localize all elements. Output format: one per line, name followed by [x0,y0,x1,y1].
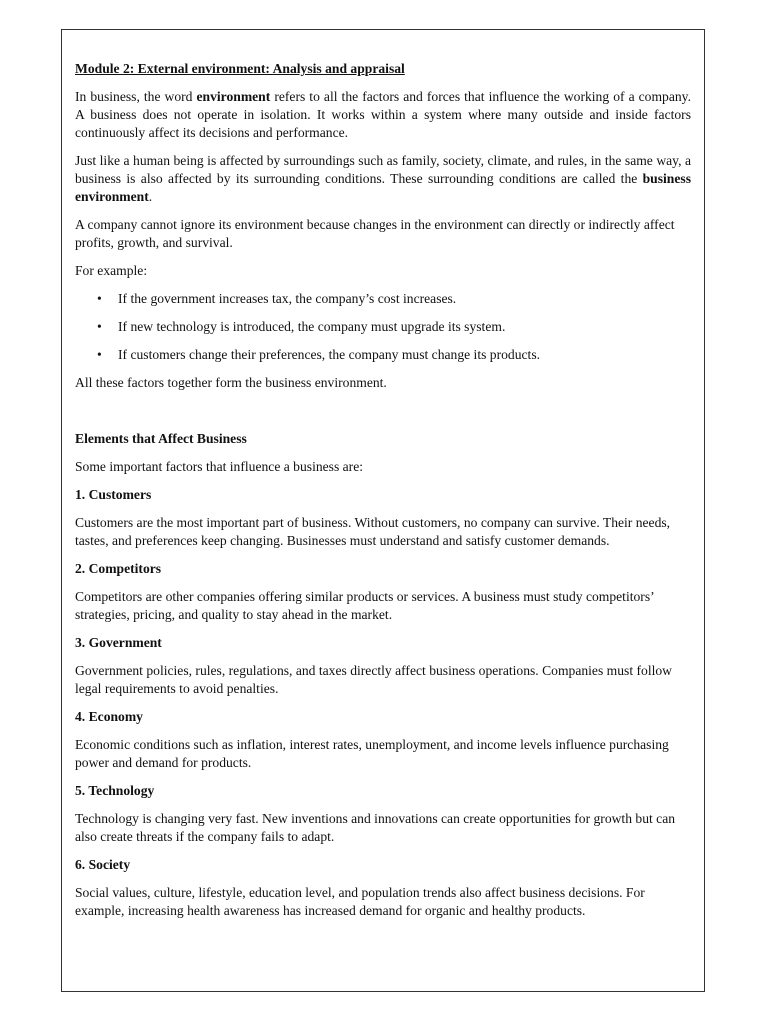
element-text-customers: Customers are the most important part of business. Without customers, no company can survive. Their needs, tastes, and preferences keep changing. Businesses must understand and satisfy customer demands. [75,515,671,548]
list-item-text: If new technology is introduced, the company must upgrade its system. [118,319,506,334]
bullet-icon: • [97,347,102,362]
element-heading-economy: 4. Economy [75,709,143,724]
element-heading-technology: 5. Technology [75,783,155,798]
module-title: Module 2: External environment: Analysis and appraisal [75,61,405,76]
list-item [75,346,691,364]
example-list [75,290,691,364]
intro-p2-end: . [148,189,153,204]
element-heading-customers: 1. Customers [75,487,152,502]
element-heading-society: 6. Society [75,857,131,872]
intro-paragraph-3: A company cannot ignore its environment because changes in the environment can directly or indirectly affect profits, growth, and survival. [75,217,675,250]
element-text-society: Social values, culture, lifestyle, education level, and population trends also affect business decisions. For example, increasing health awareness has increased demand for organic and healthy products. [75,885,645,918]
element-text-competitors: Competitors are other companies offering similar products or services. A business must study competitors’ strategies, pricing, and quality to stay ahead in the market. [75,589,654,622]
element-heading-government: 3. Government [75,635,162,650]
element-text-economy: Economic conditions such as inflation, interest rates, unemployment, and income levels influence purchasing power and demand for products. [75,737,669,770]
term-environment: environment [196,89,271,104]
intro-paragraph-1 [75,88,691,142]
document-body [75,60,691,930]
element-heading-competitors: 2. Competitors [75,561,162,576]
term-business-environment: business environment [75,171,691,204]
list-item [75,318,691,336]
intro-p1-start: In business, the word [75,89,197,104]
intro-closing: All these factors together form the business environment. [75,375,387,390]
bullet-icon: • [97,319,102,334]
list-item-text: If customers change their preferences, the company must change its products. [118,347,541,362]
intro-p2-start: Just like a human being is affected by surroundings such as family, society, climate, and rules, in the same way, a business is also affected by its surrounding conditions. These surrounding conditions are called the [75,153,691,186]
element-text-government: Government policies, rules, regulations, and taxes directly affect business operations. Companies must follow legal requirements to avoid penalties. [75,663,672,696]
bullet-icon: • [97,291,102,306]
intro-paragraph-2 [75,152,691,206]
intro-p1-end: refers to all the factors and forces that influence the working of a company. A business does not operate in isolation. It works within a system where many outside and inside factors continuously affect its decisions and performance. [75,89,691,140]
elements-heading: Elements that Affect Business [75,431,247,446]
list-item-text: If the government increases tax, the company’s cost increases. [118,291,457,306]
list-item [75,290,691,308]
element-text-technology: Technology is changing very fast. New inventions and innovations can create opportunities for growth but can also create threats if the company fails to adapt. [75,811,676,844]
section-spacer [75,402,691,430]
elements-lead: Some important factors that influence a business are: [75,459,364,474]
example-label: For example: [75,263,148,278]
